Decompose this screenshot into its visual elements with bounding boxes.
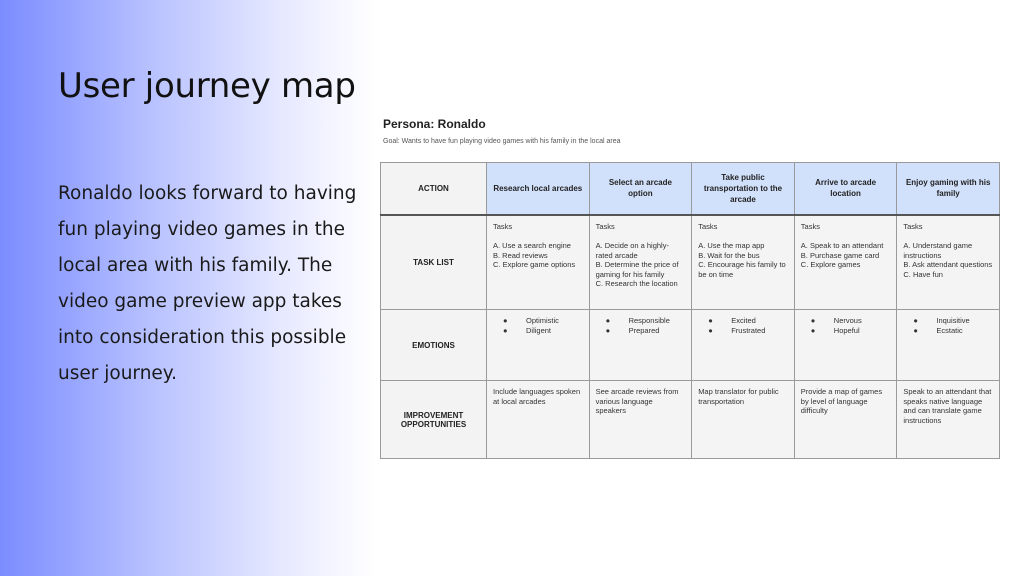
tasks-heading: Tasks xyxy=(800,221,820,231)
slide-body-text: Ronaldo looks forward to having fun playing video games in the local area with his family. The video game preview app takes into consideration this possible user journey. xyxy=(58,183,357,384)
tasks-cell xyxy=(692,215,795,310)
emotion-item: ● Inquisitive xyxy=(913,316,970,325)
bullet-icon: ● xyxy=(503,325,508,335)
improvement-cell: Map translator for public transportation xyxy=(692,381,795,459)
action-row xyxy=(381,163,1000,215)
task-item: B. Purchase game card xyxy=(800,250,880,260)
emotion-item: ● Excited xyxy=(708,316,756,325)
emotion-item: ● Prepared xyxy=(605,325,660,335)
task-item: A. Decide on a highly-rated arcade xyxy=(595,241,669,260)
emotion-item: ● Diligent xyxy=(503,325,552,335)
tasks-heading: Tasks xyxy=(493,221,513,231)
tasks-heading: Tasks xyxy=(595,221,615,231)
tasks-cell xyxy=(589,215,692,310)
bullet-icon: ● xyxy=(605,325,611,335)
stage-action: Enjoy gaming with his family xyxy=(897,163,1000,215)
task-item: A. Use a search engine xyxy=(493,241,571,251)
tasks-cell xyxy=(794,215,897,310)
emotions-cell xyxy=(487,310,590,381)
persona-goal: Goal: Wants to have fun playing video games with his family in the local area xyxy=(383,138,621,145)
task-item: C. Explore games xyxy=(800,260,861,270)
stage-action: Take public transportation to the arcade xyxy=(692,163,795,215)
emotion-item: ● Ecstatic xyxy=(913,325,963,335)
tasks-cell xyxy=(487,215,590,310)
improvement-cell: See arcade reviews from various language speakers xyxy=(589,381,692,459)
bullet-icon: ● xyxy=(913,316,918,325)
task-item: B. Read reviews xyxy=(493,250,548,260)
row-label-action: ACTION xyxy=(381,163,487,215)
stage-action: Arrive to arcade location xyxy=(794,163,897,215)
row-label-improvement: IMPROVEMENT OPPORTUNITIES xyxy=(381,381,487,459)
emotions-cell xyxy=(794,310,897,381)
improvement-cell: Provide a map of games by level of language difficulty xyxy=(794,381,897,459)
emotion-item: ● Responsible xyxy=(605,316,670,325)
task-item: A. Understand game instructions xyxy=(903,241,973,260)
improvement-cell: Include languages spoken at local arcades xyxy=(487,381,590,459)
task-item: C. Have fun xyxy=(903,269,943,279)
improvement-cell: Speak to an attendant that speaks native language and can translate game instructions xyxy=(897,381,1000,459)
tasks-cell xyxy=(897,215,1000,310)
bullet-icon: ● xyxy=(810,316,816,325)
emotions-cell xyxy=(692,310,795,381)
tasks-heading: Tasks xyxy=(903,221,923,231)
task-item: C. Encourage his family to be on time xyxy=(698,260,786,279)
task-item: A. Use the map app xyxy=(698,241,765,251)
slide-title: User journey map xyxy=(58,66,356,106)
task-item: B. Ask attendant questions xyxy=(903,260,993,270)
emotions-cell xyxy=(589,310,692,381)
bullet-icon: ● xyxy=(708,325,713,335)
task-list-row xyxy=(381,215,1000,310)
task-item: C. Research the location xyxy=(595,279,678,289)
row-label-task-list: TASK LIST xyxy=(381,215,487,310)
row-label-emotions: EMOTIONS xyxy=(381,310,487,381)
bullet-icon: ● xyxy=(913,325,918,335)
stage-action: Research local arcades xyxy=(487,163,590,215)
task-item: B. Wait for the bus xyxy=(698,250,760,260)
task-item: A. Speak to an attendant xyxy=(800,241,884,251)
bullet-icon: ● xyxy=(810,325,816,335)
persona-name: Persona: Ronaldo xyxy=(383,117,486,131)
bullet-icon: ● xyxy=(708,316,713,325)
tasks-heading: Tasks xyxy=(698,221,718,231)
stage-action: Select an arcade option xyxy=(589,163,692,215)
improvement-row xyxy=(381,381,1000,459)
emotion-item: ● Optimistic xyxy=(503,316,559,325)
emotion-item: ● Nervous xyxy=(810,316,862,325)
journey-map-table xyxy=(380,162,1000,459)
bullet-icon: ● xyxy=(605,316,611,325)
emotion-item: ● Hopeful xyxy=(810,325,860,335)
emotions-row xyxy=(381,310,1000,381)
emotions-cell xyxy=(897,310,1000,381)
emotion-item: ● Frustrated xyxy=(708,325,766,335)
task-item: B. Determine the price of gaming for his family xyxy=(595,260,679,279)
task-item: C. Explore game options xyxy=(493,260,576,270)
bullet-icon: ● xyxy=(503,316,508,325)
